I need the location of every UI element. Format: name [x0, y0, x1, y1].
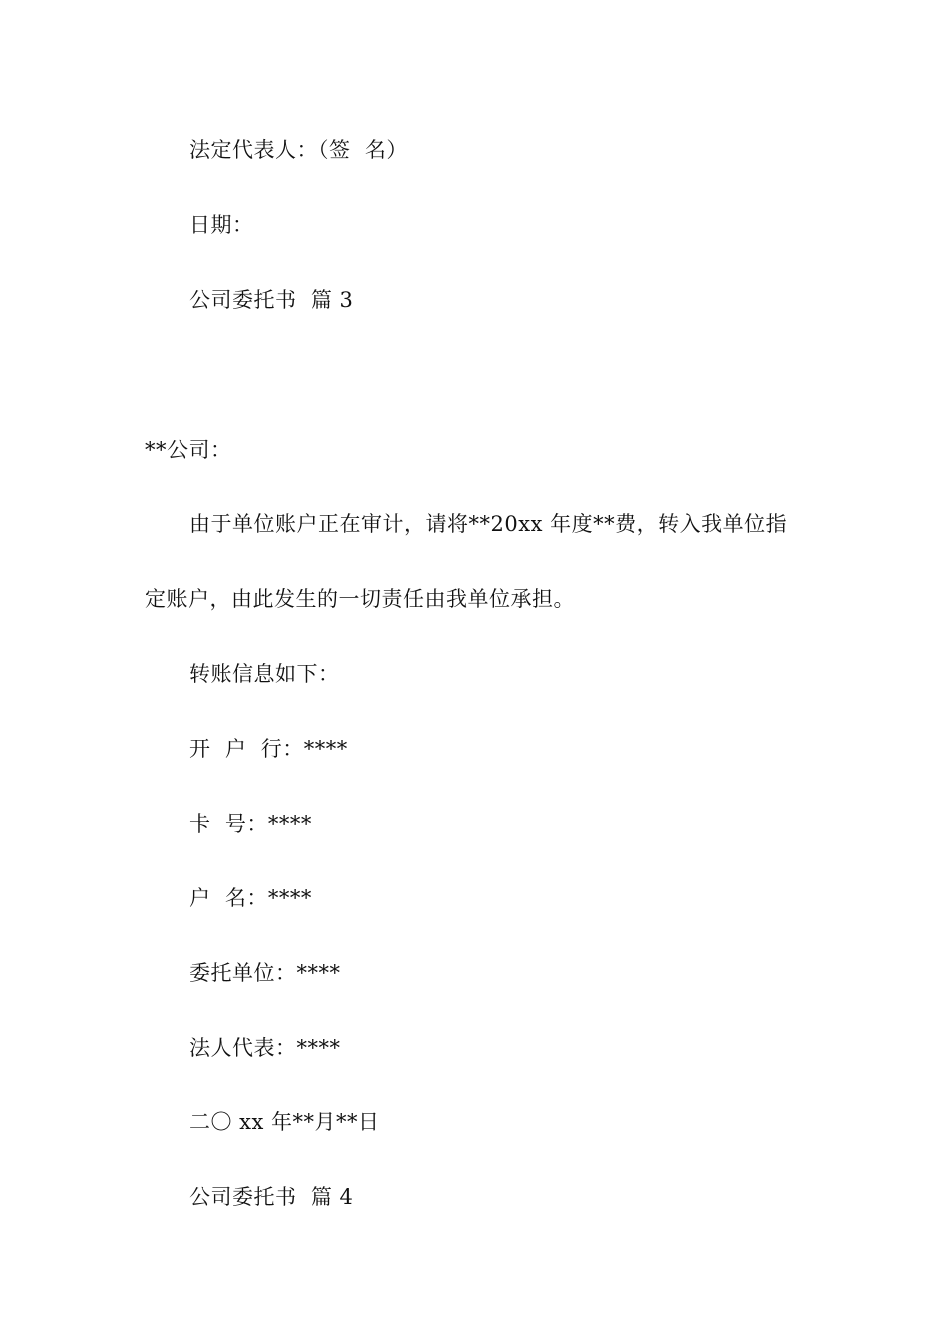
account-name-field: 户 名：**** [189, 886, 312, 910]
legal-representative-signature-line: 法定代表人：（签 名） [189, 138, 408, 162]
addressee: **公司： [145, 438, 232, 462]
transfer-info-intro: 转账信息如下： [189, 662, 340, 686]
body-paragraph-line-2: 定账户，由此发生的一切责任由我单位承担。 [145, 587, 575, 611]
signing-date: 二〇 xx 年**月**日 [189, 1110, 380, 1134]
date-label: 日期： [189, 213, 254, 237]
card-number-field: 卡 号：**** [189, 812, 312, 836]
section-4-title: 公司委托书 篇 4 [189, 1185, 354, 1209]
section-3-title: 公司委托书 篇 3 [189, 288, 354, 312]
body-paragraph-line-1: 由于单位账户正在审计，请将**20xx 年度**费，转入我单位指 [189, 512, 788, 536]
bank-field: 开 户 行：**** [189, 737, 348, 761]
legal-person-field: 法人代表：**** [189, 1036, 341, 1060]
entrusting-unit-field: 委托单位：**** [189, 961, 341, 985]
